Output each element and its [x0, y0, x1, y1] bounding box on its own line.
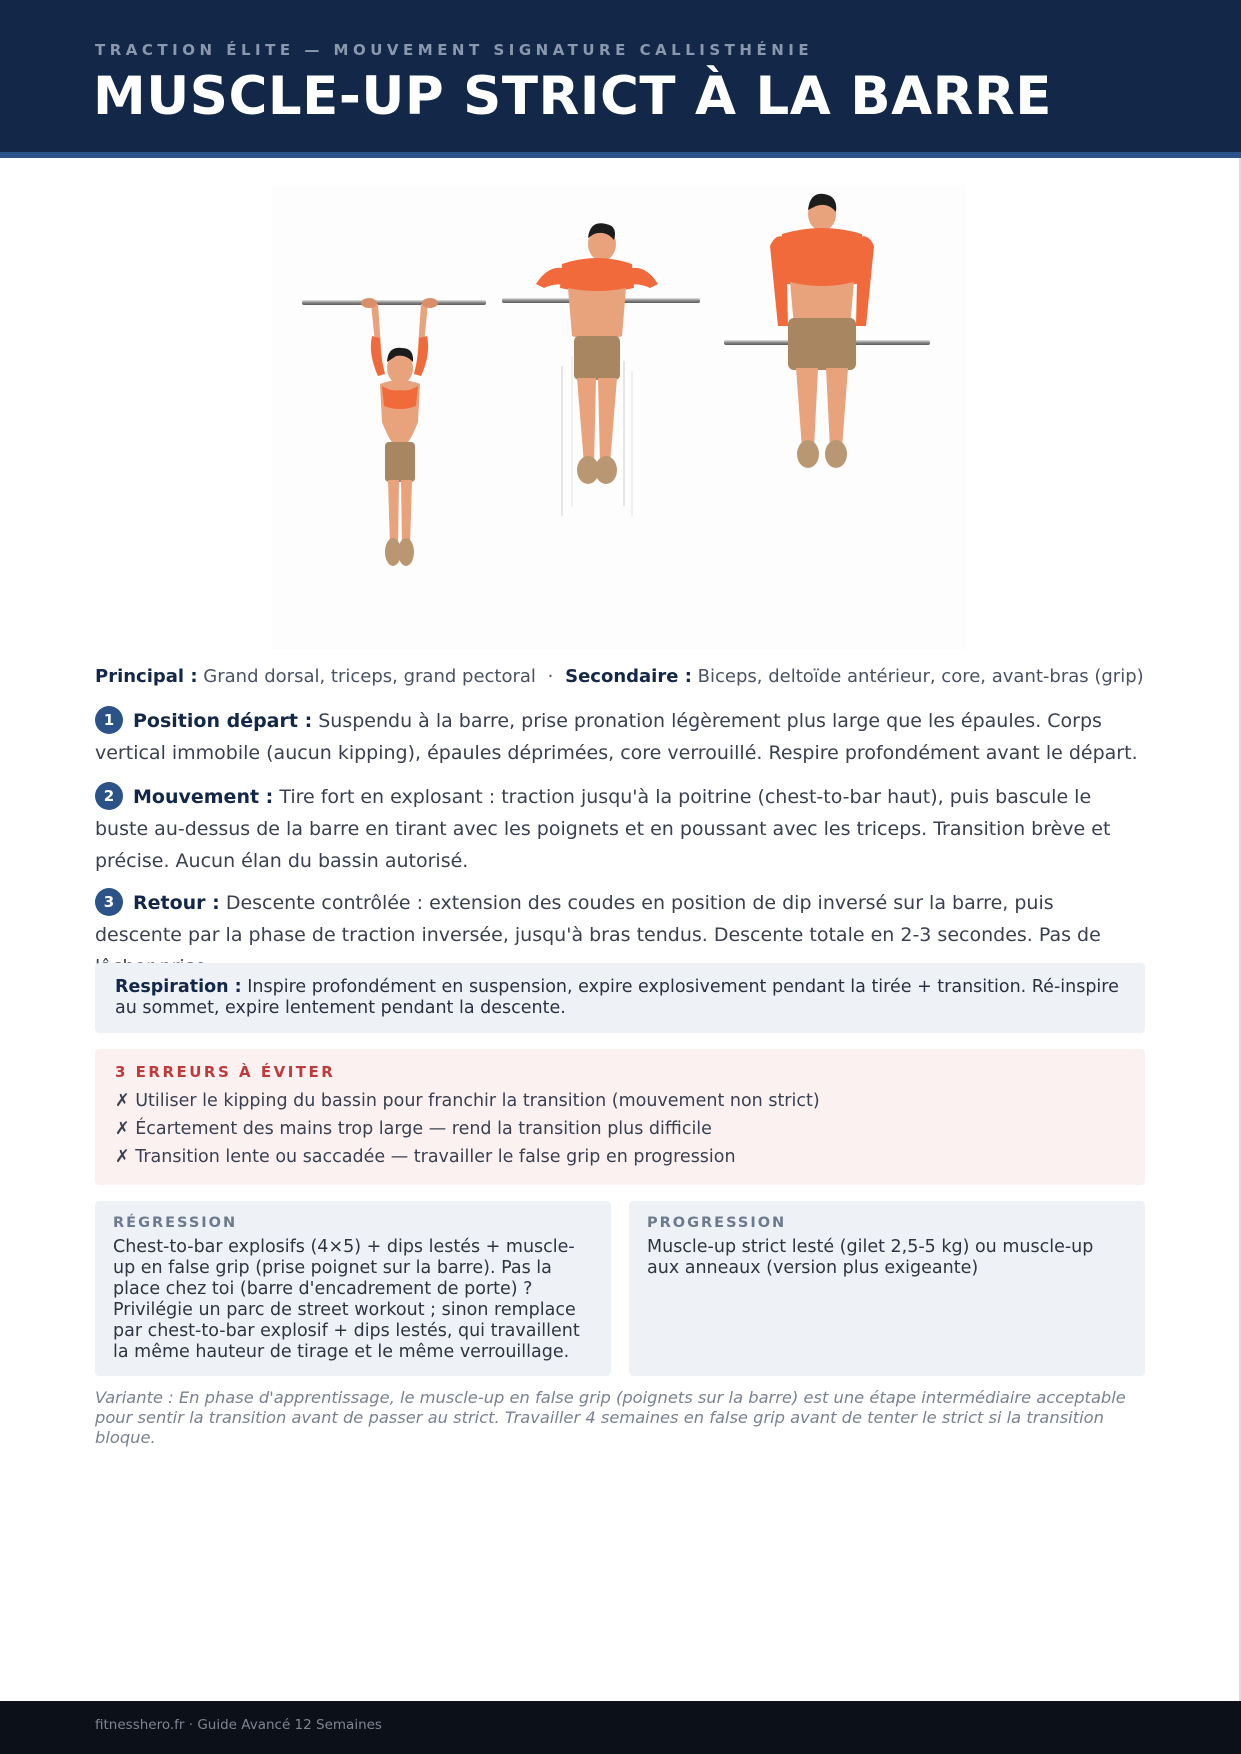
step-text: Tire fort en explosant : traction jusqu'à la poitrine (chest-to-bar haut), puis bascule le buste au-dessus de la barre en tirant avec les poignets et en poussant avec les triceps. Transition brève et précise. Aucun élan du bassin autorisé.	[95, 786, 1111, 872]
respiration-box	[95, 963, 1145, 1033]
respiration-text: Inspire profondément en suspension, expire explosivement pendant la tirée + transition. Ré-inspire au sommet, expire lentement pendant la descente.	[115, 977, 1119, 1018]
step-text: Descente contrôlée : extension des coudes en position de dip inversé sur la barre, puis descente par la phase de traction inversée, jusqu'à bras tendus. Descente totale en 2-3 secondes. Pas de	[95, 892, 1101, 946]
footer-text: fitnesshero.fr · Guide Avancé 12 Semaines	[95, 1717, 382, 1733]
step-movement	[95, 781, 1145, 877]
step-label: Retour :	[133, 892, 220, 914]
step-number-badge: 2	[95, 782, 123, 810]
errors-title: 3 ERREURS À ÉVITER	[115, 1063, 336, 1081]
step-start-position	[95, 705, 1145, 769]
step-text: Suspendu à la barre, prise pronation légèrement plus large que les épaules. Corps vertical immobile (aucun kipping), épaules déprimées, core verrouillé. Respire profondément avant le départ.	[95, 710, 1138, 764]
errors-box	[95, 1049, 1145, 1185]
regression-text: Chest-to-bar explosifs (4×5) + dips lestés + muscle-up en false grip (prise poignet sur la barre). Pas la place chez toi (barre d'encadrement de porte) ? Privilégie un parc de street workout ; sinon remplace par chest-to-bar explosif + dips lestés, qui travaillent la même hauteur de tirage et le même verrouillage.	[113, 1237, 580, 1362]
header-divider	[0, 152, 1241, 158]
muscles-separator: ·	[547, 666, 554, 687]
regression-card	[95, 1201, 611, 1376]
figure-dead-hang	[302, 298, 486, 566]
respiration-label: Respiration :	[115, 977, 242, 997]
primary-muscles-label: Principal :	[95, 666, 198, 687]
regression-title: RÉGRESSION	[113, 1215, 238, 1231]
step-number-badge: 1	[95, 706, 123, 734]
secondary-muscles-value: Biceps, deltoïde antérieur, core, avant-bras (grip)	[697, 666, 1144, 687]
primary-muscles-value: Grand dorsal, triceps, grand pectoral	[203, 666, 536, 687]
page-footer	[0, 1701, 1241, 1754]
progression-title: PROGRESSION	[647, 1215, 787, 1231]
figure-top-support	[724, 194, 930, 468]
step-number-badge: 3	[95, 888, 123, 916]
secondary-muscles-label: Secondaire :	[565, 666, 692, 687]
error-item: ✗ Transition lente ou saccadée — travailler le false grip en progression	[115, 1147, 736, 1167]
error-item: ✗ Écartement des mains trop large — rend la transition plus difficile	[115, 1119, 712, 1139]
muscles-line	[95, 666, 1144, 687]
error-item: ✗ Utiliser le kipping du bassin pour franchir la transition (mouvement non strict)	[115, 1091, 820, 1111]
step-label: Position départ :	[133, 710, 313, 732]
progression-text: Muscle-up strict lesté (gilet 2,5-5 kg) ou muscle-up aux anneaux (version plus exigeante)	[647, 1237, 1094, 1278]
page-header	[0, 0, 1241, 152]
variant-note: Variante : En phase d'apprentissage, le muscle-up en false grip (poignets sur la barre) est une étape intermédiaire acceptable pour sentir la transition avant de passer au strict. Travailler 4 semaines en false grip avant de tenter le strict si la transition bloque.	[95, 1388, 1126, 1447]
exercise-illustration	[272, 186, 966, 650]
progression-card	[629, 1201, 1145, 1376]
step-label: Mouvement :	[133, 786, 274, 808]
figure-pull-phase	[502, 223, 700, 516]
page-title: MUSCLE-UP STRICT À LA BARRE	[93, 66, 1052, 127]
header-kicker: TRACTION ÉLITE — MOUVEMENT SIGNATURE CALLISTHÉNIE	[95, 41, 814, 59]
